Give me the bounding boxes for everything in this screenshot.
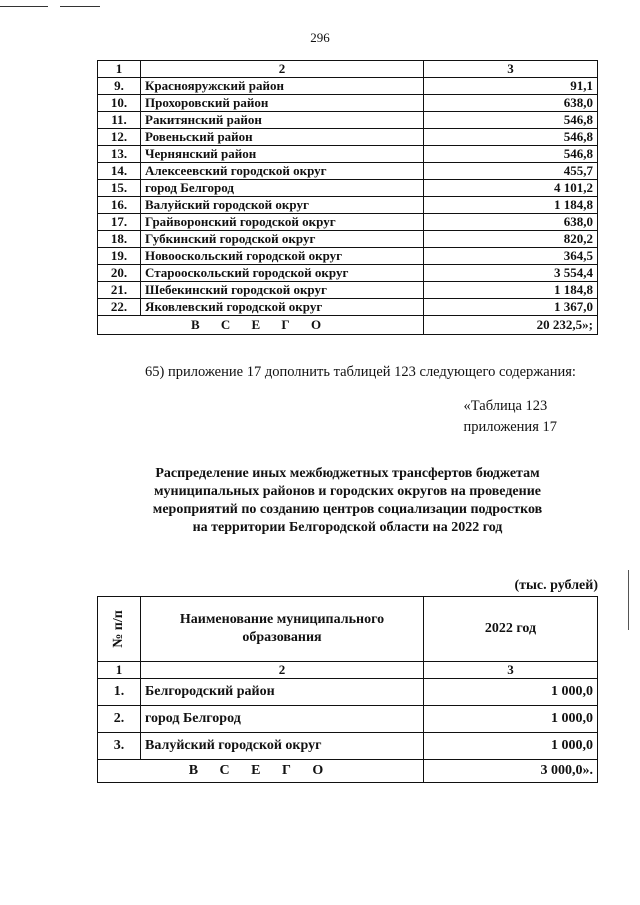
districts-table-continued	[97, 60, 598, 335]
row-name: Алексеевский городской округ	[141, 163, 424, 180]
row-name: город Белгород	[141, 180, 424, 197]
index-cell: 2	[141, 662, 424, 679]
row-name: Новооскольский городской округ	[141, 248, 424, 265]
row-num: 17.	[98, 214, 141, 231]
total-label: В С Е Г О	[98, 316, 424, 335]
column-header-year: 2022 год	[424, 597, 598, 662]
table-row	[98, 129, 598, 146]
row-name: Валуйский городской округ	[141, 733, 424, 760]
total-amount: 3 000,0».	[424, 760, 598, 783]
row-num: 19.	[98, 248, 141, 265]
row-amount: 1 184,8	[424, 282, 598, 299]
row-name: Прохоровский район	[141, 95, 424, 112]
row-amount: 546,8	[424, 146, 598, 163]
row-name: Старооскольский городской округ	[141, 265, 424, 282]
table-row	[98, 197, 598, 214]
row-num: 11.	[98, 112, 141, 129]
heading-line: Распределение иных межбюджетных трансфертов бюджетам	[155, 466, 540, 481]
row-name: Губкинский городской округ	[141, 231, 424, 248]
row-name: Яковлевский городской округ	[141, 299, 424, 316]
row-name: Белгородский район	[141, 679, 424, 706]
header-name-line: образования	[242, 630, 322, 645]
units-label: (тыс. рублей)	[514, 578, 598, 593]
row-amount: 1 000,0	[424, 706, 598, 733]
header-name-line: Наименование муниципального	[179, 612, 385, 627]
total-row	[98, 316, 598, 335]
row-num: 16.	[98, 197, 141, 214]
row-amount: 638,0	[424, 214, 598, 231]
row-num: 14.	[98, 163, 141, 180]
table-row	[98, 180, 598, 197]
scan-artifact-line	[60, 6, 100, 7]
row-num: 15.	[98, 180, 141, 197]
table-caption	[464, 396, 557, 438]
table-row	[98, 231, 598, 248]
transfers-table	[97, 596, 598, 783]
row-name: Шебекинский городской округ	[141, 282, 424, 299]
row-num: 10.	[98, 95, 141, 112]
index-cell: 3	[424, 662, 598, 679]
total-label: В С Е Г О	[98, 760, 424, 783]
column-header-num	[98, 597, 141, 662]
row-num: 18.	[98, 231, 141, 248]
index-row	[98, 662, 598, 679]
table-header-row	[98, 597, 598, 662]
table-row	[98, 248, 598, 265]
row-amount: 638,0	[424, 95, 598, 112]
row-amount: 1 367,0	[424, 299, 598, 316]
column-header-num: 1	[98, 61, 141, 78]
row-name: Ракитянский район	[141, 112, 424, 129]
total-amount: 20 232,5»;	[424, 316, 598, 335]
table-row	[98, 265, 598, 282]
table-row	[98, 733, 598, 760]
row-name: Чернянский район	[141, 146, 424, 163]
page-number: 296	[310, 30, 330, 45]
table-header-row	[98, 61, 598, 78]
heading-line: муниципальных районов и городских округов на проведение	[154, 484, 541, 499]
row-amount: 4 101,2	[424, 180, 598, 197]
scan-artifact-edge	[628, 570, 629, 630]
caption-appendix: приложения 17	[463, 419, 557, 435]
table-row	[98, 282, 598, 299]
row-num: 20.	[98, 265, 141, 282]
row-num: 1.	[98, 679, 141, 706]
row-name: Краснояружский район	[141, 78, 424, 95]
row-num: 12.	[98, 129, 141, 146]
table-row	[98, 679, 598, 706]
column-header-name	[141, 597, 424, 662]
row-amount: 546,8	[424, 112, 598, 129]
row-num: 3.	[98, 733, 141, 760]
row-num: 13.	[98, 146, 141, 163]
scan-artifact-line	[0, 6, 48, 7]
table-heading	[95, 465, 600, 537]
row-name: город Белгород	[141, 706, 424, 733]
row-name: Ровеньский район	[141, 129, 424, 146]
row-num: 22.	[98, 299, 141, 316]
table-row	[98, 95, 598, 112]
table-row	[98, 163, 598, 180]
table-row	[98, 146, 598, 163]
row-amount: 546,8	[424, 129, 598, 146]
table-row	[98, 706, 598, 733]
table-row	[98, 214, 598, 231]
row-amount: 364,5	[424, 248, 598, 265]
row-num: 2.	[98, 706, 141, 733]
row-name: Грайворонский городской округ	[141, 214, 424, 231]
row-amount: 3 554,4	[424, 265, 598, 282]
column-header-name: 2	[141, 61, 424, 78]
column-header-amount: 3	[424, 61, 598, 78]
row-amount: 1 000,0	[424, 733, 598, 760]
total-row	[98, 760, 598, 783]
row-amount: 91,1	[424, 78, 598, 95]
index-cell: 1	[98, 662, 141, 679]
row-num: 21.	[98, 282, 141, 299]
row-amount: 1 000,0	[424, 679, 598, 706]
row-num: 9.	[98, 78, 141, 95]
table-row	[98, 78, 598, 95]
heading-line: мероприятий по созданию центров социализации подростков	[152, 502, 543, 517]
table-row	[98, 112, 598, 129]
heading-line: на территории Белгородской области на 2022 год	[192, 520, 503, 535]
column-header-num-text: № п/п	[111, 610, 126, 648]
row-amount: 820,2	[424, 231, 598, 248]
caption-table-number: «Таблица 123	[463, 398, 548, 414]
amendment-text: 65) приложение 17 дополнить таблицей 123 следующего содержания:	[145, 364, 576, 380]
row-amount: 455,7	[424, 163, 598, 180]
table-row	[98, 299, 598, 316]
row-amount: 1 184,8	[424, 197, 598, 214]
row-name: Валуйский городской округ	[141, 197, 424, 214]
